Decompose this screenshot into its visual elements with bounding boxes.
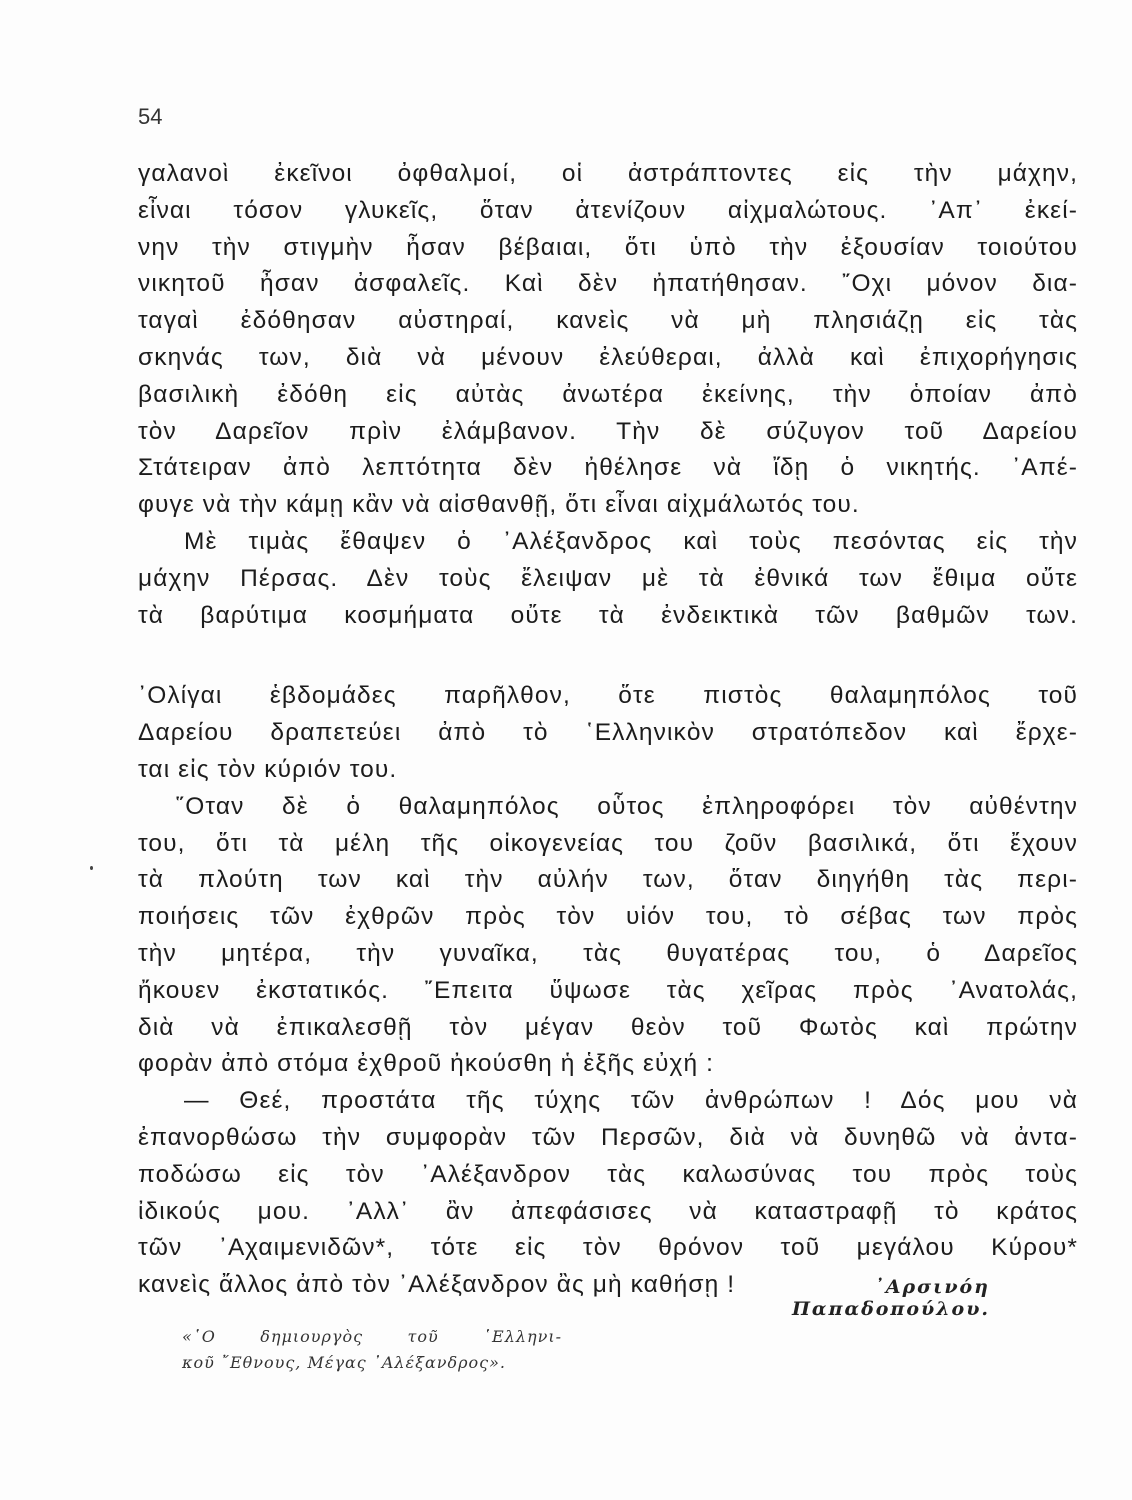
text-line: Μὲ τιμὰς ἔθαψεν ὁ ᾿Αλέξανδρος καὶ τοὺς πεσόντας εἰς τὴν xyxy=(184,527,1078,555)
text-line: ῞Οταν δὲ ὁ θαλαμηπόλος οὗτος ἐπληροφόρει τὸν αὐθέντην xyxy=(176,792,1078,820)
paragraph-2 xyxy=(138,524,1078,634)
footnote-line: «῾Ο δημιουργὸς τοῦ ῾Ελληνι- xyxy=(182,1327,562,1346)
text-line: μάχην Πέρσας. Δὲν τοὺς ἔλειψαν μὲ τὰ ἐθνικά των ἔθιμα οὔτε xyxy=(138,564,1078,592)
text-line: τῶν ᾿Αχαιμενιδῶν*, τότε εἰς τὸν θρόνον τοῦ μεγάλου Κύρου* xyxy=(138,1234,1078,1262)
text-line: ταγαὶ ἐδόθησαν αὐστηραί, κανεὶς νὰ μὴ πλησιάζῃ εἰς τὰς xyxy=(138,307,1078,335)
text-line: κανεὶς ἄλλος ἀπὸ τὸν ᾿Αλέξανδρον ἂς μὴ καθήσῃ ! xyxy=(138,1271,736,1299)
section-gap xyxy=(138,634,1078,678)
text-line: τὴν μητέρα, τὴν γυναῖκα, τὰς θυγατέρας του, ὁ Δαρεῖος xyxy=(138,939,1078,967)
text-line: ποδώσω εἰς τὸν ᾿Αλέξανδρον τὰς καλωσύνας του πρὸς τοὺς xyxy=(138,1160,1078,1188)
page-number: 54 xyxy=(138,104,163,129)
text-line: ᾿Ολίγαι ἑβδομάδες παρῆλθον, ὅτε πιστὸς θαλαμηπόλος τοῦ xyxy=(138,682,1078,710)
text-line: φυγε νὰ τὴν κάμῃ κἂν νὰ αἰσθανθῇ, ὅτι εἶναι αἰχμάλωτός του. xyxy=(138,491,860,519)
footnote-line: κοῦ ῎Εθνους, Μέγας ᾿Αλέξανδρος». xyxy=(182,1353,506,1372)
author-signature: ᾿Αρσινόη Παπαδοπούλου. xyxy=(791,1276,990,1320)
paragraph-4 xyxy=(138,789,1078,1083)
paragraph-3 xyxy=(138,678,1078,788)
text-line: του, ὅτι τὰ μέλη τῆς οἰκογενείας του ζοῦν βασιλικά, ὅτι ἔχουν xyxy=(138,829,1078,857)
text-line: ἰδικούς μου. ᾿Αλλ᾿ ἂν ἀπεφάσισες νὰ καταστραφῇ τὸ κράτος xyxy=(138,1197,1078,1225)
text-line: Στάτειραν ἀπὸ λεπτότητα δὲν ἠθέλησε νὰ ἴδῃ ὁ νικητής. ᾿Απέ- xyxy=(138,454,1078,482)
text-line: φορὰν ἀπὸ στόμα ἐχθροῦ ἠκούσθη ἡ ἑξῆς εὐχή : xyxy=(138,1050,715,1078)
text-line: βασιλικὴ ἐδόθη εἰς αὐτὰς ἀνωτέρα ἐκείνης, τὴν ὁποίαν ἀπὸ xyxy=(138,380,1078,408)
text-line: σκηνάς των, διὰ νὰ μένουν ἐλεύθεραι, ἀλλὰ καὶ ἐπιχορήγησις xyxy=(138,343,1078,371)
text-line: νικητοῦ ἦσαν ἀσφαλεῖς. Καὶ δὲν ἠπατήθησαν. ῎Οχι μόνον δια- xyxy=(138,270,1078,298)
text-line: ἐπανορθώσω τὴν συμφορὰν τῶν Περσῶν, διὰ νὰ δυνηθῶ νὰ ἀντα- xyxy=(138,1123,1078,1151)
text-line: ται εἰς τὸν κύριόν του. xyxy=(138,755,398,783)
text-line: ἤκουεν ἐκστατικός. ῎Επειτα ὕψωσε τὰς χεῖρας πρὸς ᾿Ανατολάς, xyxy=(138,976,1078,1004)
paragraph-5 xyxy=(138,1083,1078,1304)
text-line: διὰ νὰ ἐπικαλεσθῇ τὸν μέγαν θεὸν τοῦ Φωτὸς καὶ πρώτην xyxy=(138,1013,1078,1041)
body-text xyxy=(138,156,1078,1304)
scan-speck xyxy=(90,866,93,870)
text-line: τὸν Δαρεῖον πρὶν ἐλάμβανον. Τὴν δὲ σύζυγον τοῦ Δαρείου xyxy=(138,417,1078,445)
paragraph-1 xyxy=(138,156,1078,524)
text-line: τὰ βαρύτιμα κοσμήματα οὔτε τὰ ἐνδεικτικὰ τῶν βαθμῶν των. xyxy=(138,601,1078,629)
text-line: ποιήσεις τῶν ἐχθρῶν πρὸς τὸν υἱόν του, τὸ σέβας των πρὸς xyxy=(138,903,1078,931)
text-line: — Θεέ, προστάτα τῆς τύχης τῶν ἀνθρώπων ! Δός μου νὰ xyxy=(184,1087,1078,1115)
text-line: τὰ πλούτη των καὶ τὴν αὐλήν των, ὅταν διηγήθη τὰς περι- xyxy=(138,866,1078,894)
text-line: γαλανοὶ ἐκεῖνοι ὀφθαλμοί, οἱ ἀστράπτοντες εἰς τὴν μάχην, xyxy=(138,160,1078,187)
text-line: νην τὴν στιγμὴν ἦσαν βέβαιαι, ὅτι ὑπὸ τὴν ἐξουσίαν τοιούτου xyxy=(138,233,1078,261)
text-line: εἶναι τόσον γλυκεῖς, ὅταν ἀτενίζουν αἰχμαλώτους. ᾿Απ᾿ ἐκεί- xyxy=(138,196,1078,224)
footnote xyxy=(182,1324,562,1376)
text-line: Δαρείου δραπετεύει ἀπὸ τὸ ῾Ελληνικὸν στρατόπεδον καὶ ἔρχε- xyxy=(138,719,1078,747)
